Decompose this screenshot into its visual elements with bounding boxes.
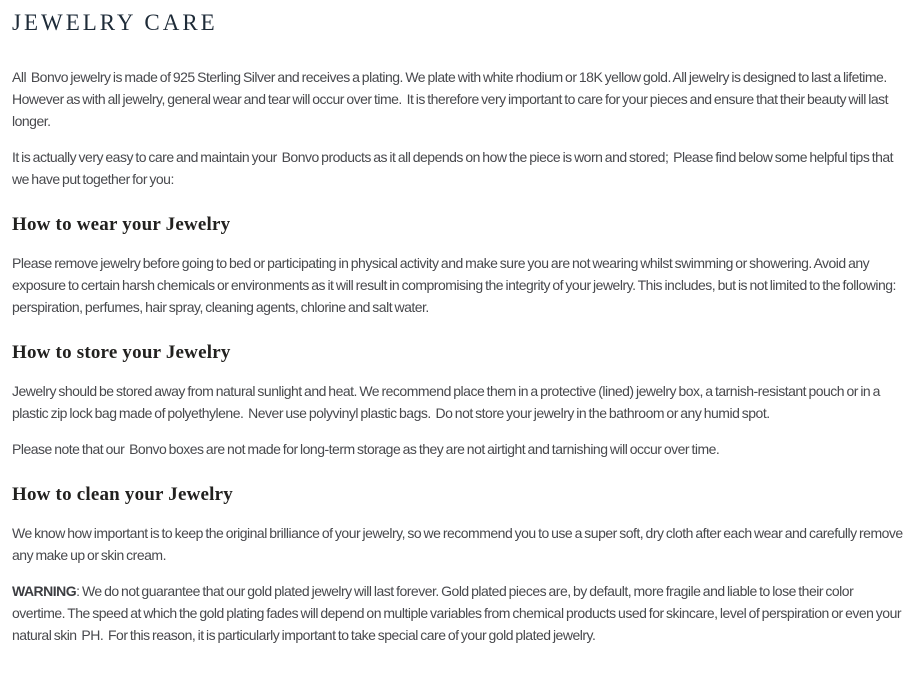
clean-paragraph-1: We know how important is to keep the original brilliance of your jewelry, so we recommend you to use a super soft, dry cloth after each wear and carefully remove any make up or skin cream. — [12, 525, 906, 563]
section-store — [12, 342, 907, 460]
warning-text: : We do not guarantee that our gold plated jewelry will last forever. Gold plated pieces are, by default, more fragile and liable to lose their color overtime. The speed at which the gold plating fades will depend on multiple variables from chemical products used for skincare, level of perspiration or even your natural skin PH. For this reason, it is particularly important to take special care of your gold plated jewelry. — [12, 583, 904, 643]
store-paragraph-2: Please note that our Bonvo boxes are not made for long-term storage as they are not airtight and tarnishing will occur over time. — [12, 441, 720, 457]
clean-warning-paragraph — [12, 580, 907, 646]
section-wear — [12, 214, 907, 318]
section-heading-wear: How to wear your Jewelry — [12, 214, 231, 235]
section-clean — [12, 484, 907, 646]
section-heading-clean: How to clean your Jewelry — [12, 484, 233, 505]
intro-paragraph-2: It is actually very easy to care and maintain your Bonvo products as it all depends on how the piece is worn and stored; Please find below some helpful tips that we have put together for you: — [12, 149, 896, 187]
page-title: JEWELRY CARE — [12, 10, 218, 35]
wear-paragraph-1: Please remove jewelry before going to bed or participating in physical activity and make sure you are not wearing whilst swimming or showering. Avoid any exposure to certain harsh chemicals or environments as it will result in compromising the integrity of your jewelry. This includes, but is not limited to the following: perspiration, perfumes, hair spray, cleaning agents, chlorine and salt water. — [12, 255, 899, 315]
warning-label: WARNING — [12, 583, 77, 599]
store-paragraph-1: Jewelry should be stored away from natural sunlight and heat. We recommend place them in a protective (lined) jewelry box, a tarnish-resistant pouch or in a plastic zip lock bag made of polyethylene. Never use polyvinyl plastic bags. Do not store your jewelry in the bathroom or any humid spot. — [12, 383, 883, 421]
section-heading-store: How to store your Jewelry — [12, 342, 231, 363]
intro-paragraph-1: All Bonvo jewelry is made of 925 Sterling Silver and receives a plating. We plate with white rhodium or 18K yellow gold. All jewelry is designed to last a lifetime. However as with all jewelry, general wear and tear will occur over time. It is therefore very important to care for your pieces and ensure that their beauty will last longer. — [12, 69, 892, 129]
